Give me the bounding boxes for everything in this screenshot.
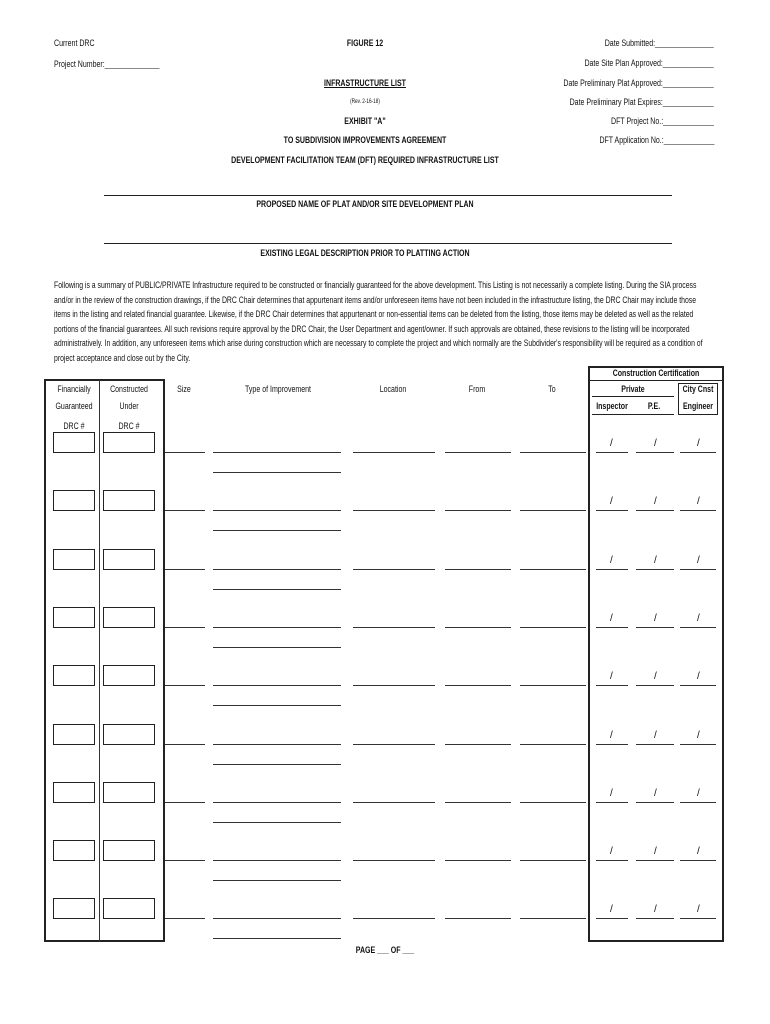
date-slash: / (697, 904, 700, 916)
date-slash: / (654, 671, 657, 683)
inspector-field[interactable] (596, 744, 628, 745)
type-field-line-2[interactable] (213, 472, 341, 473)
size-field[interactable] (165, 569, 205, 570)
from-field[interactable] (445, 685, 511, 686)
engineer-field[interactable] (680, 627, 716, 628)
constructed-drc-input[interactable] (103, 724, 155, 745)
date-submitted-field[interactable]: Date Submitted:_______________ (605, 38, 714, 48)
cert-pe: P.E. (647, 401, 661, 411)
constructed-drc-input[interactable] (103, 840, 155, 861)
location-field[interactable] (353, 452, 435, 453)
date-slash: / (697, 729, 700, 741)
col-type-of-improvement: Type of Improvement (245, 384, 311, 394)
size-field[interactable] (165, 918, 205, 919)
col-from: From (468, 384, 486, 394)
financial-drc-input[interactable] (53, 724, 95, 745)
exhibit-label: EXHIBIT "A" (344, 116, 386, 126)
from-field[interactable] (445, 627, 511, 628)
cert-engineer: Engineer (682, 401, 714, 411)
proposed-name-label: PROPOSED NAME OF PLAT AND/OR SITE DEVELOPMENT PLAN (256, 199, 474, 209)
date-slash: / (697, 846, 700, 858)
inspector-field[interactable] (596, 627, 628, 628)
constructed-drc-input[interactable] (103, 665, 155, 686)
engineer-field[interactable] (680, 510, 716, 511)
col-location: Location (379, 384, 407, 394)
size-field[interactable] (165, 510, 205, 511)
page-counter: PAGE ___ OF ___ (355, 945, 415, 955)
date-slash: / (697, 554, 700, 566)
col-drc-financial: DRC # (63, 421, 85, 431)
type-field[interactable] (213, 744, 341, 745)
from-field[interactable] (445, 569, 511, 570)
financial-drc-input[interactable] (53, 549, 95, 570)
document-title: INFRASTRUCTURE LIST (324, 78, 406, 88)
constructed-drc-input[interactable] (103, 549, 155, 570)
inspector-field[interactable] (596, 802, 628, 803)
engineer-field[interactable] (680, 685, 716, 686)
date-slash: / (654, 904, 657, 916)
type-field[interactable] (213, 510, 341, 511)
location-field[interactable] (353, 744, 435, 745)
type-field-line-2[interactable] (213, 938, 341, 939)
location-field[interactable] (353, 685, 435, 686)
inspector-field[interactable] (596, 860, 628, 861)
to-field[interactable] (520, 627, 586, 628)
financial-drc-input[interactable] (53, 432, 95, 453)
size-field[interactable] (165, 860, 205, 861)
date-preliminary-plat-expires-field[interactable]: Date Preliminary Plat Expires:_____________ (569, 97, 714, 107)
type-field-line-2[interactable] (213, 822, 341, 823)
size-field[interactable] (165, 802, 205, 803)
date-slash: / (654, 729, 657, 741)
col-financially: Financially (57, 384, 91, 394)
inspector-field[interactable] (596, 685, 628, 686)
engineer-field[interactable] (680, 452, 716, 453)
engineer-field[interactable] (680, 802, 716, 803)
type-field-line-2[interactable] (213, 880, 341, 881)
date-slash: / (697, 612, 700, 624)
dft-application-no-field[interactable]: DFT Application No.:_____________ (598, 135, 714, 145)
from-field[interactable] (445, 802, 511, 803)
cert-title-divider (590, 380, 722, 381)
col-constructed: Constructed (110, 384, 148, 394)
date-slash: / (654, 496, 657, 508)
date-slash: / (654, 438, 657, 449)
date-preliminary-plat-approved-field[interactable]: Date Preliminary Plat Approved:_____________ (563, 78, 714, 88)
inspector-field[interactable] (596, 510, 628, 511)
engineer-field[interactable] (680, 860, 716, 861)
cert-city-cnst: City Cnst (682, 384, 714, 394)
proposed-name-line[interactable] (104, 195, 672, 196)
cert-header-underline (592, 414, 674, 415)
size-field[interactable] (165, 452, 205, 453)
date-slash: / (610, 729, 613, 741)
size-field[interactable] (165, 627, 205, 628)
pe-field[interactable] (636, 802, 674, 803)
date-slash: / (610, 671, 613, 683)
agreement-label: TO SUBDIVISION IMPROVEMENTS AGREEMENT (283, 135, 447, 145)
type-field[interactable] (213, 452, 341, 453)
pe-field[interactable] (636, 452, 674, 453)
cert-title: Construction Certification (612, 368, 700, 378)
date-slash: / (697, 787, 700, 799)
type-field-line-2[interactable] (213, 530, 341, 531)
date-slash: / (697, 496, 700, 508)
date-site-plan-approved-field[interactable]: Date Site Plan Approved:_____________ (584, 58, 714, 68)
to-field[interactable] (520, 510, 586, 511)
dft-project-no-field[interactable]: DFT Project No.:_____________ (611, 116, 714, 126)
inspector-field[interactable] (596, 569, 628, 570)
location-field[interactable] (353, 860, 435, 861)
type-field-line-2[interactable] (213, 764, 341, 765)
date-slash: / (610, 554, 613, 566)
date-slash: / (654, 846, 657, 858)
type-field[interactable] (213, 685, 341, 686)
type-field-line-2[interactable] (213, 647, 341, 648)
cert-private: Private (621, 384, 645, 394)
to-field[interactable] (520, 452, 586, 453)
to-field[interactable] (520, 744, 586, 745)
date-slash: / (697, 438, 700, 449)
pe-field[interactable] (636, 918, 674, 919)
financial-drc-input[interactable] (53, 840, 95, 861)
pe-field[interactable] (636, 627, 674, 628)
date-slash: / (610, 904, 613, 916)
constructed-drc-input[interactable] (103, 898, 155, 919)
financial-drc-input[interactable] (53, 898, 95, 919)
financial-drc-input[interactable] (53, 665, 95, 686)
pe-field[interactable] (636, 685, 674, 686)
from-field[interactable] (445, 510, 511, 511)
type-field[interactable] (213, 918, 341, 919)
revision-label: (Rev. 2-16-18) (350, 99, 380, 105)
col-drc-constructed: DRC # (118, 421, 140, 431)
financial-drc-input[interactable] (53, 782, 95, 803)
date-slash: / (610, 496, 613, 508)
engineer-field[interactable] (680, 569, 716, 570)
pe-field[interactable] (636, 569, 674, 570)
intro-paragraph: Following is a summary of PUBLIC/PRIVATE Infrastructure required to be constructed or financially guaranteed for the above development. This Listing is not necessarily a complete listing. During the SIA process and/or in the review of the construction drawings, if the DRC Chair determines that appurtenant items and/or unforeseen items have not been included in the infrastructure listing, the DRC Chair may include those items in the listing and related financial guarantee. Likewise, if the DRC Chair determines that appurtenant or non-essential items can be deleted from the listing, those items may be deleted as well as the related portions of the financial guarantees. All such revisions require approval by the DRC Chair, the User Department and agent/owner. If such approvals are obtained, these revisions to the listing will be incorporated administratively. In addition, any unforeseen items which arise during construction which are necessary to complete the project and which normally are the Subdivider's responsibility will be required as a condition of project acceptance and close out by the City. (54, 280, 703, 363)
from-field[interactable] (445, 744, 511, 745)
from-field[interactable] (445, 918, 511, 919)
location-field[interactable] (353, 918, 435, 919)
constructed-drc-input[interactable] (103, 607, 155, 628)
to-field[interactable] (520, 802, 586, 803)
constructed-drc-input[interactable] (103, 490, 155, 511)
drc-panel-divider (99, 379, 100, 942)
pe-field[interactable] (636, 744, 674, 745)
date-slash: / (654, 787, 657, 799)
location-field[interactable] (353, 569, 435, 570)
dft-list-label: DEVELOPMENT FACILITATION TEAM (DFT) REQUIRED INFRASTRUCTURE LIST (231, 155, 499, 165)
engineer-field[interactable] (680, 918, 716, 919)
date-slash: / (654, 554, 657, 566)
date-slash: / (610, 846, 613, 858)
col-size: Size (177, 384, 191, 394)
date-slash: / (610, 438, 613, 449)
legal-description-line[interactable] (104, 243, 672, 244)
col-guaranteed: Guaranteed (55, 401, 93, 411)
pe-field[interactable] (636, 860, 674, 861)
figure-label: FIGURE 12 (346, 38, 384, 48)
to-field[interactable] (520, 918, 586, 919)
engineer-field[interactable] (680, 744, 716, 745)
type-field[interactable] (213, 802, 341, 803)
from-field[interactable] (445, 860, 511, 861)
type-field-line-2[interactable] (213, 589, 341, 590)
inspector-field[interactable] (596, 452, 628, 453)
constructed-drc-input[interactable] (103, 782, 155, 803)
date-slash: / (697, 671, 700, 683)
type-field[interactable] (213, 860, 341, 861)
financial-drc-input[interactable] (53, 490, 95, 511)
col-under: Under (119, 401, 139, 411)
to-field[interactable] (520, 569, 586, 570)
type-field[interactable] (213, 627, 341, 628)
type-field[interactable] (213, 569, 341, 570)
date-slash: / (654, 612, 657, 624)
to-field[interactable] (520, 860, 586, 861)
financial-drc-input[interactable] (53, 607, 95, 628)
type-field-line-2[interactable] (213, 705, 341, 706)
date-slash: / (610, 612, 613, 624)
current-drc-label: Current DRC (54, 38, 95, 48)
size-field[interactable] (165, 744, 205, 745)
constructed-drc-input[interactable] (103, 432, 155, 453)
location-field[interactable] (353, 802, 435, 803)
to-field[interactable] (520, 685, 586, 686)
col-to: To (548, 384, 556, 394)
date-slash: / (610, 787, 613, 799)
pe-field[interactable] (636, 510, 674, 511)
location-field[interactable] (353, 510, 435, 511)
cert-private-underline (592, 396, 674, 397)
cert-inspector: Inspector (596, 401, 628, 411)
location-field[interactable] (353, 627, 435, 628)
legal-description-label: EXISTING LEGAL DESCRIPTION PRIOR TO PLATTING ACTION (260, 248, 470, 258)
inspector-field[interactable] (596, 918, 628, 919)
from-field[interactable] (445, 452, 511, 453)
project-number-field[interactable]: Project Number:______________ (54, 59, 160, 69)
size-field[interactable] (165, 685, 205, 686)
